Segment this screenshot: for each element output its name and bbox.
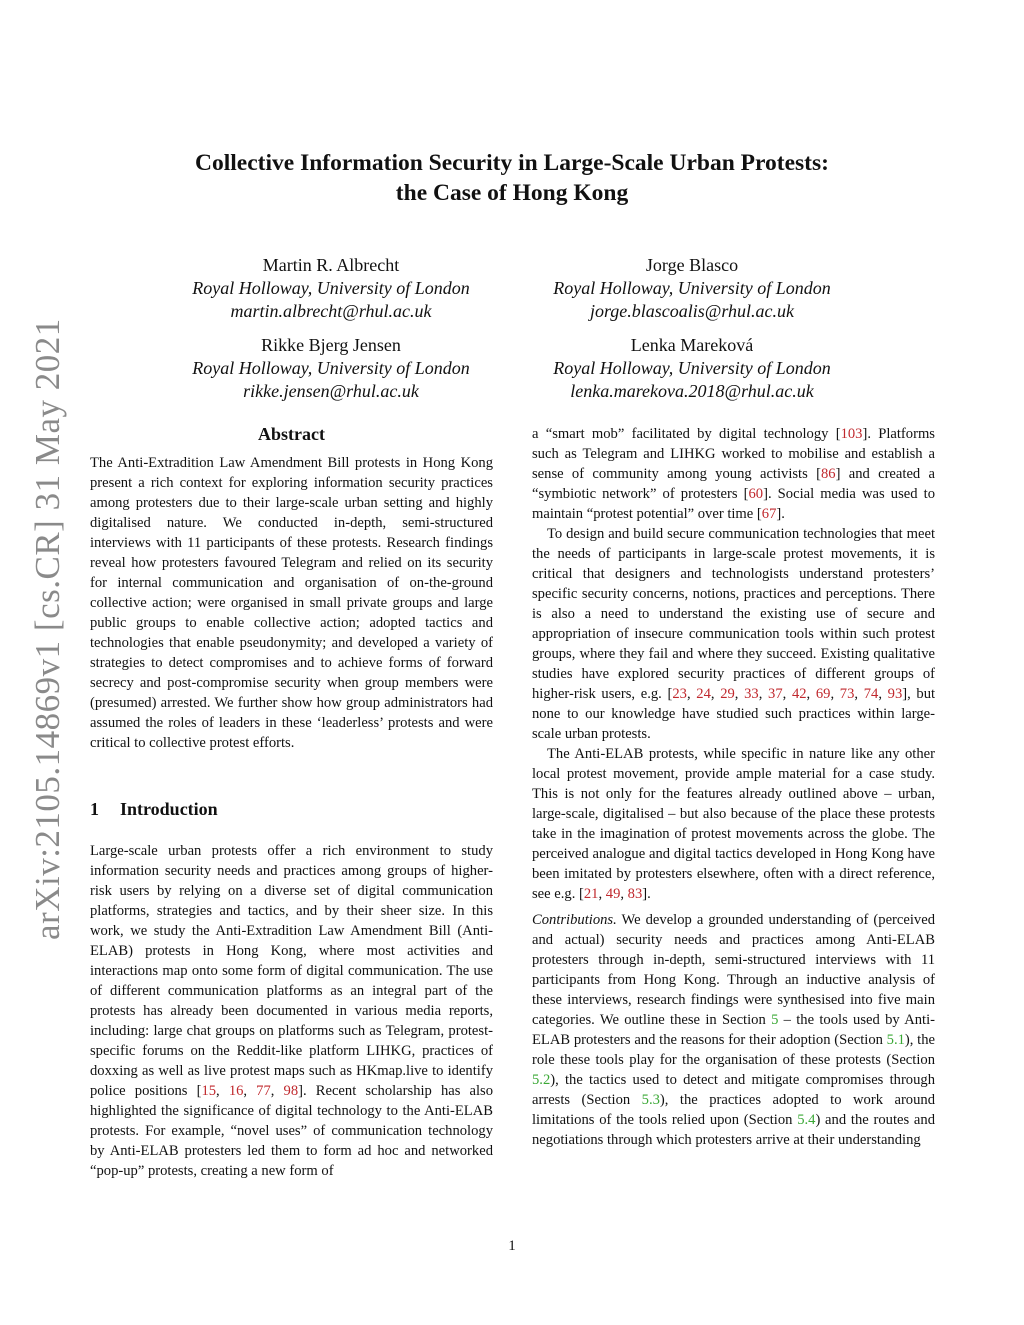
citation-link[interactable]: 73 — [839, 686, 855, 702]
abstract-heading: Abstract — [258, 424, 325, 444]
citation-link[interactable]: 42 — [791, 686, 807, 702]
citation-link[interactable]: 77 — [256, 1083, 271, 1099]
citation-link[interactable]: 98 — [283, 1083, 299, 1099]
paragraph-text: ] and created a “symbiotic network” of protesters [ — [532, 466, 936, 502]
author-affiliation: Royal Holloway, University of London — [192, 278, 470, 298]
author-block — [151, 334, 511, 403]
paragraph-text: a “smart mob” facilitated by digital technology [ — [532, 426, 841, 442]
paragraph-text: ), the role these tools play for the organisation of these protests (Section — [532, 1032, 935, 1068]
paragraph-text: – the tools used by Anti-ELAB protesters and the reasons for their adoption (Section — [532, 1012, 936, 1048]
citation-link[interactable]: 74 — [863, 686, 879, 702]
section-reference-link[interactable]: 5.1 — [886, 1032, 905, 1048]
citation-link[interactable]: 24 — [696, 686, 711, 702]
citation-link[interactable]: 33 — [744, 686, 759, 702]
section-heading — [90, 799, 493, 819]
paragraph-text: ]. Recent scholarship has also highlighted the significance of digital technology to the Anti-ELAB protests. For example, “novel uses” of communication technology by Anti-ELAB protesters led them to form ad hoc and networked “pop-up” protests, creating a new form of — [90, 1083, 494, 1179]
citation-link[interactable]: 103 — [840, 426, 863, 442]
paragraph-text: Large-scale urban protests offer a rich environment to study information security needs and practices among groups of higher-risk users by relying on a diverse set of digital communication platforms, strategies and tactics, and by their sheer size. In this work, we study the Anti-Extradition Law Amendment Bill (Anti-ELAB) protests in Hong Kong, where most activities and interactions map onto some form of digital communication. The use of different communication platforms as an integral part of the protests has already been documented in various media reports, including: large chat groups on platforms such as Telegram, protest-specific forums on the Reddit-like platform LIHKG, practices of doxxing as well as live protest maps such as HKmap.live to identify police positions [ — [90, 843, 493, 1099]
section-reference-link[interactable]: 5 — [771, 1012, 779, 1028]
citation-link[interactable]: 69 — [815, 686, 831, 702]
paragraph-text: To design and build secure communication technologies that meet the needs of participants in large-scale protest movements, it is critical that designers and technologists understand protesters’ specific security concerns, notions, practices and perceptions. There is also a need to understand the existing use of secure and appropriation of insecure communication tools within such protest groups, where they fail and where they succeed. Existing qualitative studies have explored security practices of different groups of higher-risk users, e.g. [ — [532, 526, 935, 702]
paragraph-text: The Anti-ELAB protests, while specific in nature like any other local protest movement, provide ample material for a case study. This is not only for the features already outlined above – urban, large-scale, digitalised – but also because of the place these protests take in the imagination of protest movements across the globe. The perceived analogue and digital tactics developed in Hong Kong have been imitated by protesters elsewhere, often with a direct reference, see e.g. [ — [532, 746, 935, 902]
page-number: 1 — [508, 1238, 516, 1254]
author-block — [151, 254, 511, 323]
author-email: martin.albrecht@rhul.ac.uk — [230, 301, 432, 321]
title-line-2: the Case of Hong Kong — [395, 180, 629, 206]
intro-paragraph-2: To design and build secure communication technologies that meet the needs of participants in large-scale protest movements, it is critical that designers and technologists understand protesters’ specific security concerns, notions, practices and perceptions. There is also a need to understand the existing use of secure and appropriation of insecure communication tools within such protest groups, where they fail and where they succeed. Existing qualitative studies have explored security practices of different groups of higher-risk users, e.g. [23, 24, 29, 33, 37, 42, 69, 73, 74, 93], but none to our knowledge have studied such practices within large-scale urban protests. — [532, 526, 936, 742]
left-column — [90, 424, 493, 1181]
citation-link[interactable]: 29 — [720, 686, 735, 702]
paragraph-text: ]. — [776, 506, 785, 522]
abstract-text: The Anti-Extradition Law Amendment Bill protests in Hong Kong present a rich context for exploring information security practices among protesters due to their large-scale urban setting and highly digitalised nature. We conducted in-depth, semi-structured interviews with 11 participants of these protests. Research findings reveal how protesters favoured Telegram and relied on its security for internal communication and organisation of on-the-ground collective action; were organised in small private groups and large public groups to enable collective action; adopted tactics and technologies that enable pseudonymity; and developed a variety of strategies to detect compromises and to achieve forms of forward secrecy and post-compromise security when group members were (presumed) arrested. We further show how group administrators had assumed the roles of leaders in these ‘leaderless’ protests and were critical to collective protest efforts. — [90, 455, 493, 751]
author-email: lenka.marekova.2018@rhul.ac.uk — [570, 381, 814, 401]
paragraph-text: ]. Social media was used to maintain “protest potential” over time [ — [532, 486, 936, 522]
contributions-lead: Contributions. — [532, 912, 617, 928]
author-name: Rikke Bjerg Jensen — [261, 335, 401, 355]
right-column — [532, 424, 935, 1150]
section-reference-link[interactable]: 5.3 — [641, 1092, 660, 1108]
section-reference-link[interactable]: 5.4 — [797, 1112, 816, 1128]
author-name: Lenka Mareková — [630, 335, 754, 355]
paragraph-text: ), the tactics used to detect and mitigate compromises through arrests (Section — [532, 1072, 935, 1108]
author-name: Martin R. Albrecht — [262, 255, 400, 275]
intro-paragraph-3: The Anti-ELAB protests, while specific in nature like any other local protest movement, provide ample material for a case study. This is not only for the features already outlined above – urban, large-scale, digitalised – but also because of the place these protests take in the imagination of protest movements across the globe. The perceived analogue and digital tactics developed in Hong Kong have been imitated by protesters elsewhere, often with a direct reference, see e.g. [21, 49, 83]. — [532, 746, 935, 902]
citation-link[interactable]: 21 — [583, 886, 599, 902]
author-affiliation: Royal Holloway, University of London — [192, 358, 470, 378]
citation-link[interactable]: 67 — [761, 506, 777, 522]
section-reference-link[interactable]: 5.2 — [532, 1072, 551, 1088]
paragraph-text: ], but none to our knowledge have studied such practices within large-scale urban protests. — [532, 686, 936, 742]
paragraph-text: ) and the routes and negotiations through which protesters arrive at their understanding — [532, 1112, 935, 1148]
citation-link[interactable]: 23 — [672, 686, 687, 702]
arxiv-identifier-stamp: arXiv:2105.14869v1 [cs.CR] 31 May 2021 — [28, 318, 67, 940]
author-block — [512, 334, 872, 403]
paragraph-text: ]. Platforms such as Telegram and LIHKG worked to mobilise and establish a sense of community among young activists [ — [532, 426, 935, 482]
citation-link[interactable]: 37 — [768, 686, 783, 702]
paragraph-text: ]. — [642, 886, 651, 902]
citation-link[interactable]: 93 — [887, 686, 903, 702]
section-title: Introduction — [120, 799, 218, 819]
citation-link[interactable]: 15 — [201, 1083, 217, 1099]
author-block — [512, 254, 872, 323]
citation-link[interactable]: 86 — [820, 466, 836, 482]
title-line-1: Collective Information Security in Large-Scale Urban Protests: — [195, 150, 829, 176]
intro-paragraph-1: Large-scale urban protests offer a rich environment to study information security needs and practices among groups of higher-risk users by relying on a diverse set of digital communication platforms, strategies and tactics, and by their sheer size. In this work, we study the Anti-Extradition Law Amendment Bill (Anti-ELAB) protests in Hong Kong, where most activities and interactions map onto some form of digital communication. The use of different communication platforms as an integral part of the protests has already been documented in various media reports, including: large chat groups on platforms such as Telegram, protest-specific forums on the Reddit-like platform LIHKG, practices of doxxing as well as live protest maps such as HKmap.live to identify police positions [15, 16, 77, 98]. Recent scholarship has also highlighted the significance of digital technology to the Anti-ELAB protests. For example, “novel uses” of communication technology by Anti-ELAB protesters led them to form ad hoc and networked “pop-up” protests, creating a new form of — [90, 843, 494, 1179]
citation-link[interactable]: 16 — [228, 1083, 244, 1099]
paragraph-text: ), the practices adopted to work around limitations of the tools relied upon (Section — [532, 1092, 935, 1128]
citation-link[interactable]: 83 — [627, 886, 643, 902]
section-number: 1 — [90, 799, 99, 819]
citation-link[interactable]: 49 — [605, 886, 621, 902]
author-affiliation: Royal Holloway, University of London — [553, 358, 831, 378]
intro-paragraph-1-continued — [532, 424, 935, 524]
citation-link[interactable]: 60 — [748, 486, 764, 502]
paragraph-text: We develop a grounded understanding of (perceived and actual) security needs and practices among Anti-ELAB protesters through in-depth, semi-structured interviews with 11 participants from Hong Kong. Through an inductive analysis of these interviews, research findings were synthesised into five main categories. We outline these in Section — [532, 912, 935, 1028]
paper-title — [140, 148, 884, 208]
contributions-paragraph — [532, 910, 935, 1150]
author-email: rikke.jensen@rhul.ac.uk — [243, 381, 419, 401]
author-email: jorge.blascoalis@rhul.ac.uk — [589, 301, 795, 321]
author-affiliation: Royal Holloway, University of London — [553, 278, 831, 298]
author-name: Jorge Blasco — [645, 255, 739, 275]
